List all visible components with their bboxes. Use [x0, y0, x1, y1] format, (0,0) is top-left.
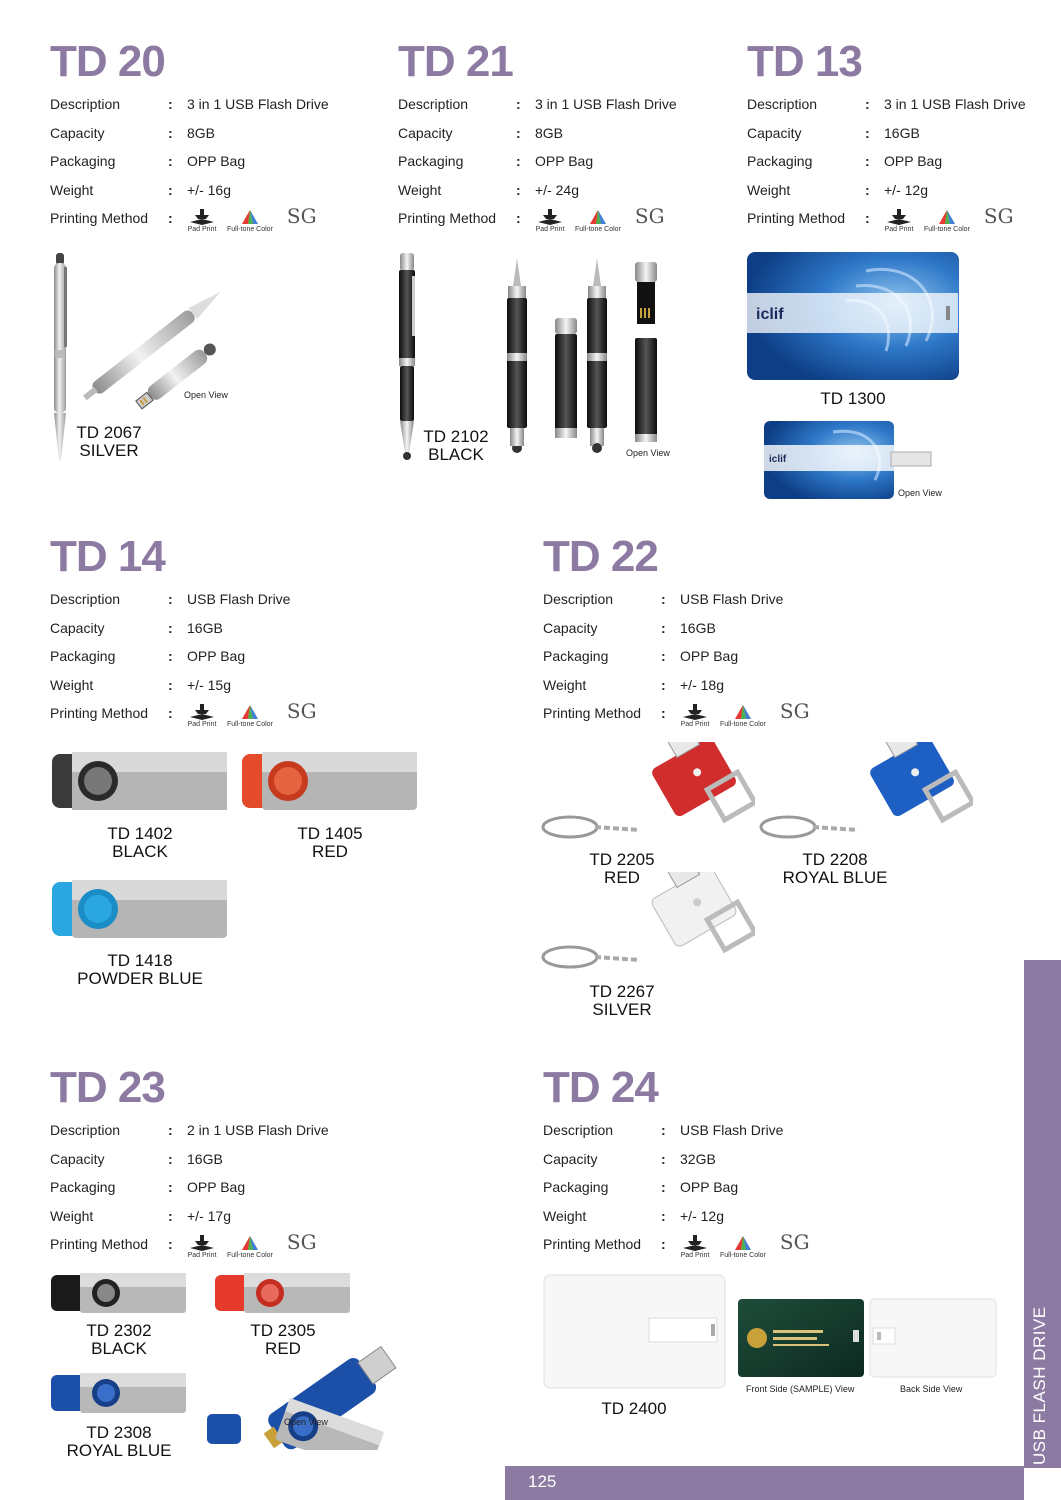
- product-code: TD 14: [50, 532, 165, 581]
- spec-table: [50, 1122, 329, 1265]
- spec-colon: :: [168, 591, 173, 607]
- spec-label: Capacity: [543, 1150, 598, 1167]
- pad-print-icon: [187, 1234, 217, 1252]
- spec-label: Capacity: [50, 1150, 105, 1167]
- pad-print-icon: [187, 703, 217, 721]
- printing-methods: [187, 1230, 317, 1260]
- spec-colon: :: [661, 1179, 666, 1196]
- spec-label: Capacity: [747, 124, 802, 141]
- spec-table: [50, 591, 317, 734]
- product-code: TD 23: [50, 1063, 165, 1112]
- open-view-caption: Open View: [284, 1417, 328, 1427]
- spec-colon: :: [168, 1179, 173, 1196]
- spec-table: [747, 96, 1026, 239]
- spec-value: +/- 16g: [187, 181, 231, 198]
- product-td13: [747, 37, 1026, 239]
- spec-colon: :: [661, 1236, 666, 1253]
- printing-methods: [535, 204, 665, 234]
- sg-logo: SG: [779, 699, 810, 724]
- spec-label: Packaging: [543, 648, 609, 665]
- spec-label: Packaging: [398, 153, 464, 170]
- product-td23: [50, 1063, 329, 1265]
- td2205-red-keychain-drive: [540, 742, 755, 847]
- pad-print: Pad Print: [535, 208, 565, 233]
- printing-methods: [884, 204, 1014, 234]
- spec-label: Packaging: [50, 1179, 116, 1196]
- full-tone-color: Full-tone Color: [575, 208, 621, 233]
- spec-label: Weight: [50, 1207, 94, 1224]
- pad-print-icon: [187, 208, 217, 226]
- td23-open-view-drive: [205, 1328, 410, 1450]
- variant-label: TD 1405 RED: [297, 824, 363, 861]
- pad-print: Pad Print: [680, 703, 710, 728]
- spec-colon: :: [516, 153, 521, 170]
- footer-bar: [505, 1466, 1024, 1500]
- product-code: TD 20: [50, 37, 165, 86]
- spec-colon: :: [168, 619, 173, 636]
- product-code: TD 21: [398, 37, 513, 86]
- spec-colon: :: [661, 619, 666, 636]
- sg-logo: SG: [779, 1230, 810, 1255]
- variant-label: TD 1402 BLACK: [107, 824, 173, 861]
- full-tone-color: Full-tone Color: [227, 703, 273, 728]
- spec-label: Capacity: [50, 619, 105, 636]
- spec-value: 3 in 1 USB Flash Drive: [535, 96, 677, 112]
- spec-value: 16GB: [187, 1150, 223, 1167]
- color-spectrum-icon: [935, 208, 959, 226]
- color-spectrum-icon: [238, 703, 262, 721]
- open-view-caption: Open View: [898, 488, 942, 498]
- td2302-black-drive: [50, 1272, 190, 1314]
- open-view-caption: Open View: [184, 390, 228, 400]
- color-spectrum-icon: [586, 208, 610, 226]
- variant-label: TD 2267 SILVER: [589, 982, 655, 1019]
- spec-colon: :: [516, 210, 521, 227]
- spec-label: Printing Method: [50, 1236, 149, 1253]
- spec-label: Printing Method: [50, 705, 149, 722]
- variant-label: TD 2400: [601, 1399, 667, 1418]
- sg-logo: SG: [286, 699, 317, 724]
- spec-colon: :: [661, 676, 666, 693]
- spec-label: Description: [543, 1122, 614, 1138]
- spec-label: Printing Method: [543, 1236, 642, 1253]
- variant-label: TD 2102 BLACK: [423, 427, 489, 464]
- product-code: TD 22: [543, 532, 658, 581]
- spec-colon: :: [865, 96, 870, 112]
- spec-colon: :: [516, 96, 521, 112]
- pad-print-icon: [680, 703, 710, 721]
- spec-value: 2 in 1 USB Flash Drive: [187, 1122, 329, 1138]
- pad-print: Pad Print: [187, 208, 217, 233]
- pad-print-icon: [680, 1234, 710, 1252]
- spec-colon: :: [865, 124, 870, 141]
- spec-value: +/- 17g: [187, 1207, 231, 1224]
- spec-colon: :: [865, 153, 870, 170]
- front-view-caption: Front Side (SAMPLE) View: [746, 1384, 855, 1394]
- td24-front-side-image: [737, 1298, 865, 1378]
- spec-value: OPP Bag: [680, 648, 739, 665]
- spec-value: 16GB: [884, 124, 920, 141]
- spec-colon: :: [661, 1122, 666, 1138]
- variant-label: TD 2067 SILVER: [76, 423, 142, 460]
- spec-value: OPP Bag: [884, 153, 943, 170]
- printing-methods: [680, 1230, 810, 1260]
- open-view-caption: Open View: [626, 448, 670, 458]
- spec-value: +/- 12g: [680, 1207, 724, 1224]
- spec-colon: :: [168, 1122, 173, 1138]
- pad-print: Pad Print: [187, 1234, 217, 1259]
- printing-methods: [187, 699, 317, 729]
- spec-value: 16GB: [187, 619, 223, 636]
- spec-colon: :: [865, 210, 870, 227]
- spec-label: Capacity: [398, 124, 453, 141]
- full-tone-color: Full-tone Color: [227, 208, 273, 233]
- card-brand: iclif: [769, 454, 787, 465]
- spec-colon: :: [168, 1207, 173, 1224]
- spec-label: Capacity: [543, 619, 598, 636]
- spec-table: [50, 96, 329, 239]
- spec-colon: :: [168, 96, 173, 112]
- product-td21: [398, 37, 677, 239]
- spec-colon: :: [168, 1150, 173, 1167]
- spec-table: [398, 96, 677, 239]
- variant-label: TD 2308 ROYAL BLUE: [66, 1423, 172, 1460]
- pad-print-icon: [535, 208, 565, 226]
- spec-colon: :: [661, 648, 666, 665]
- spec-value: USB Flash Drive: [187, 591, 291, 607]
- spec-label: Weight: [50, 181, 94, 198]
- full-tone-color: Full-tone Color: [720, 703, 766, 728]
- color-spectrum-icon: [238, 208, 262, 226]
- full-tone-color: Full-tone Color: [720, 1234, 766, 1259]
- card-brand: iclif: [756, 306, 784, 323]
- variant-label: TD 1418 POWDER BLUE: [77, 951, 203, 988]
- spec-label: Packaging: [543, 1179, 609, 1196]
- spec-label: Capacity: [50, 124, 105, 141]
- spec-value: OPP Bag: [680, 1179, 739, 1196]
- spec-label: Packaging: [50, 648, 116, 665]
- pad-print-icon: [884, 208, 914, 226]
- spec-label: Description: [50, 96, 121, 112]
- spec-colon: :: [661, 705, 666, 722]
- spec-colon: :: [168, 124, 173, 141]
- variant-label: TD 1300: [820, 389, 886, 408]
- color-spectrum-icon: [731, 1234, 755, 1252]
- spec-colon: :: [168, 181, 173, 198]
- spec-value: 16GB: [680, 619, 716, 636]
- spec-value: USB Flash Drive: [680, 591, 784, 607]
- spec-label: Printing Method: [543, 705, 642, 722]
- printing-methods: [187, 204, 317, 234]
- color-spectrum-icon: [238, 1234, 262, 1252]
- product-td24: [543, 1063, 810, 1265]
- spec-label: Description: [50, 1122, 121, 1138]
- variant-label: TD 2208 ROYAL BLUE: [782, 850, 888, 887]
- printing-methods: [680, 699, 810, 729]
- td2400-card-image: [543, 1274, 726, 1390]
- spec-value: +/- 24g: [535, 181, 579, 198]
- spec-colon: :: [865, 181, 870, 198]
- spec-colon: :: [168, 648, 173, 665]
- spec-value: 3 in 1 USB Flash Drive: [884, 96, 1026, 112]
- variant-label: TD 2205 RED: [589, 850, 655, 887]
- spec-value: 32GB: [680, 1150, 716, 1167]
- spec-colon: :: [516, 181, 521, 198]
- spec-label: Weight: [398, 181, 442, 198]
- product-code: TD 24: [543, 1063, 658, 1112]
- spec-colon: :: [516, 124, 521, 141]
- spec-label: Weight: [543, 676, 587, 693]
- full-tone-color: Full-tone Color: [924, 208, 970, 233]
- spec-value: OPP Bag: [535, 153, 594, 170]
- spec-label: Description: [398, 96, 469, 112]
- spec-value: +/- 12g: [884, 181, 928, 198]
- spec-label: Weight: [747, 181, 791, 198]
- spec-label: Weight: [543, 1207, 587, 1224]
- spec-label: Printing Method: [50, 210, 149, 227]
- td1402-black-drive: [50, 750, 230, 812]
- spec-label: Printing Method: [747, 210, 846, 227]
- spec-colon: :: [168, 210, 173, 227]
- spec-table: [543, 591, 810, 734]
- spec-colon: :: [661, 1207, 666, 1224]
- spec-colon: :: [168, 705, 173, 722]
- spec-value: +/- 15g: [187, 676, 231, 693]
- product-td14: [50, 532, 317, 734]
- sg-logo: SG: [286, 204, 317, 229]
- td2305-red-drive: [214, 1272, 354, 1314]
- spec-label: Description: [543, 591, 614, 607]
- td2308-royal-blue-drive: [50, 1372, 190, 1414]
- spec-label: Printing Method: [398, 210, 497, 227]
- back-view-caption: Back Side View: [900, 1384, 963, 1394]
- product-code: TD 13: [747, 37, 862, 86]
- spec-value: OPP Bag: [187, 1179, 246, 1196]
- spec-colon: :: [168, 676, 173, 693]
- spec-value: USB Flash Drive: [680, 1122, 784, 1138]
- spec-value: 3 in 1 USB Flash Drive: [187, 96, 329, 112]
- td2208-royal-blue-keychain-drive: [758, 742, 973, 847]
- page-number: 125: [528, 1472, 557, 1491]
- full-tone-color: Full-tone Color: [227, 1234, 273, 1259]
- variant-label: TD 2305 RED: [250, 1321, 316, 1358]
- spec-table: [543, 1122, 810, 1265]
- spec-colon: :: [168, 1236, 173, 1253]
- variant-label: TD 2302 BLACK: [86, 1321, 152, 1358]
- pad-print: Pad Print: [884, 208, 914, 233]
- td24-back-side-image: [869, 1298, 997, 1378]
- spec-label: Packaging: [50, 153, 116, 170]
- spec-label: Packaging: [747, 153, 813, 170]
- pad-print: Pad Print: [187, 703, 217, 728]
- color-spectrum-icon: [731, 703, 755, 721]
- spec-value: +/- 18g: [680, 676, 724, 693]
- product-td22: [543, 532, 810, 734]
- spec-value: OPP Bag: [187, 153, 246, 170]
- pad-print: Pad Print: [680, 1234, 710, 1259]
- spec-value: 8GB: [187, 124, 216, 141]
- td1418-powder-blue-drive: [50, 878, 230, 940]
- spec-colon: :: [661, 591, 666, 607]
- spec-value: 8GB: [535, 124, 564, 141]
- sg-logo: SG: [634, 204, 665, 229]
- td2267-silver-keychain-drive: [540, 872, 755, 977]
- spec-label: Description: [747, 96, 818, 112]
- product-td20: [50, 37, 329, 239]
- spec-colon: :: [661, 1150, 666, 1167]
- spec-colon: :: [168, 153, 173, 170]
- spec-value: OPP Bag: [187, 648, 246, 665]
- spec-label: Weight: [50, 676, 94, 693]
- sg-logo: SG: [983, 204, 1014, 229]
- spec-label: Description: [50, 591, 121, 607]
- sg-logo: SG: [286, 1230, 317, 1255]
- category-label: USB FLASH DRIVE: [1030, 1306, 1049, 1465]
- td1300-card-image: [746, 251, 961, 381]
- td1405-red-drive: [240, 750, 420, 812]
